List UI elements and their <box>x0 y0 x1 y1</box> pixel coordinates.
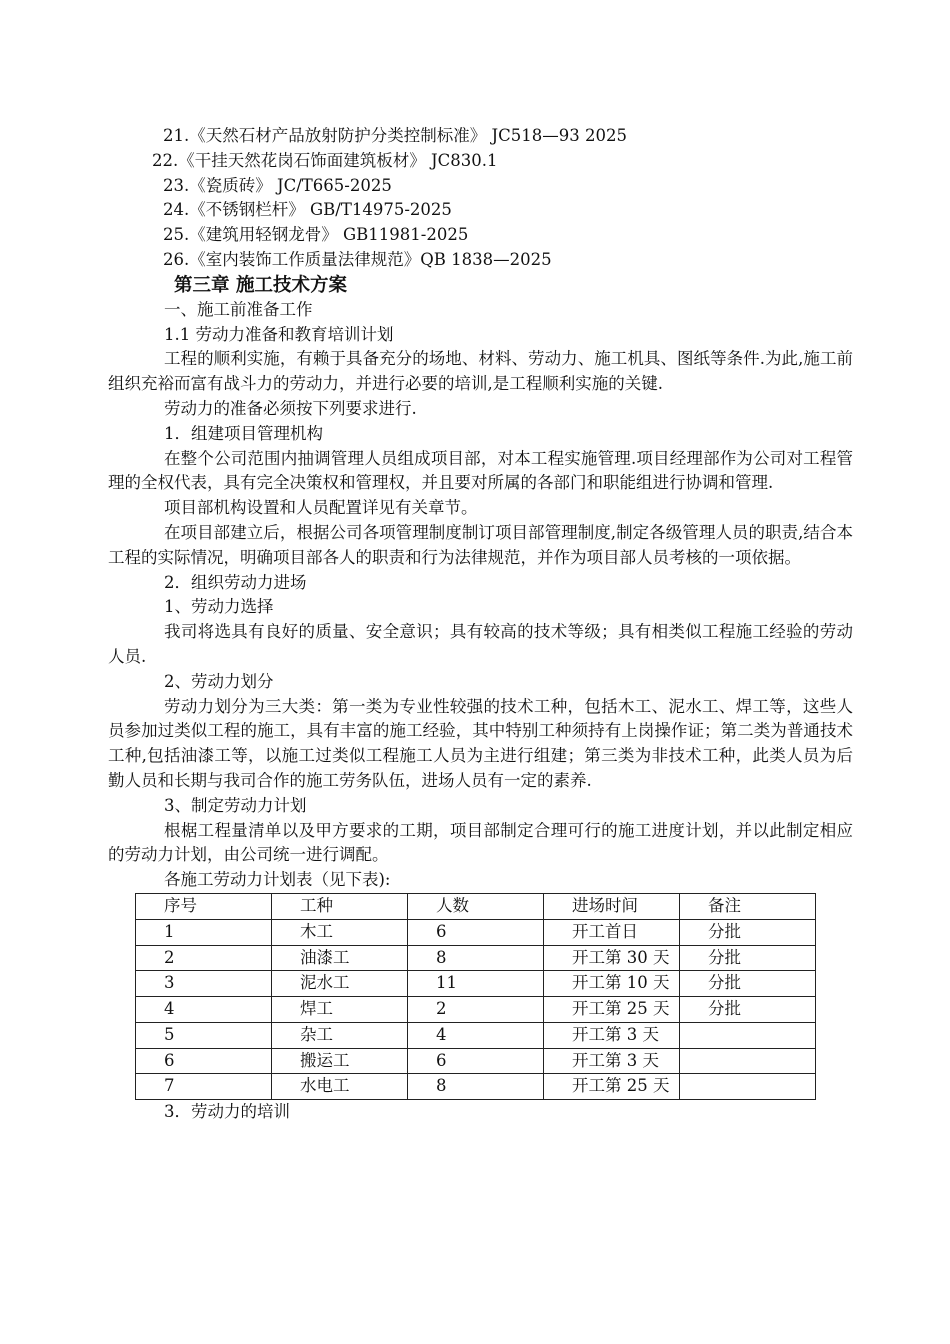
table-cell: 1 <box>136 919 272 945</box>
table-cell: 焊工 <box>272 997 408 1023</box>
table-cell <box>680 1022 816 1048</box>
table-header-row <box>136 893 816 919</box>
document-body <box>108 124 853 1125</box>
item-heading: 2．组织劳动力进场 <box>164 572 307 592</box>
table-cell: 开工第 30 天 <box>544 945 680 971</box>
reference-item: 25.《建筑用轻钢龙骨》 GB11981-2025 <box>163 225 469 245</box>
table-cell: 7 <box>136 1074 272 1100</box>
paragraph: 我司将选具有良好的质量、安全意识；具有较高的技术等级；具有相类似工程施工经验的劳动人员. <box>108 622 853 666</box>
table-cell: 开工第 10 天 <box>544 971 680 997</box>
table-header-cell: 序号 <box>136 893 272 919</box>
table-cell: 水电工 <box>272 1074 408 1100</box>
paragraph: 劳动力划分为三大类：第一类为专业性较强的技术工种，包括木工、泥水工、焊工等，这些人员参加过类似工程的施工，具有丰富的施工经验，其中特别工种须持有上岗操作证；第二类为普通技术工种,包括油漆工等，以施工过类似工程施工人员为主进行组建；第三类为非技术工种，此类人员为后勤人员和长期与我司合作的施工劳务队伍，进场人员有一定的素养. <box>108 696 853 790</box>
reference-item: 26.《室内装饰工作质量法律规范》QB 1838—2025 <box>163 249 552 269</box>
table-cell: 搬运工 <box>272 1048 408 1074</box>
table-cell: 杂工 <box>272 1022 408 1048</box>
sub-heading: 1、劳动力选择 <box>164 597 274 617</box>
table-cell <box>680 1074 816 1100</box>
table-cell: 6 <box>136 1048 272 1074</box>
table-cell: 开工第 25 天 <box>544 997 680 1023</box>
table-cell: 开工第 3 天 <box>544 1022 680 1048</box>
paragraph: 根椐工程量清单以及甲方要求的工期，项目部制定合理可行的施工进度计划，并以此制定相应的劳动力计划，由公司统一进行调配。 <box>108 820 853 865</box>
table-row <box>136 1074 816 1100</box>
reference-item: 23.《瓷质砖》 JC/T665-2025 <box>163 175 392 195</box>
table-row <box>136 1022 816 1048</box>
table-cell: 11 <box>408 971 544 997</box>
sub-heading: 3、制定劳动力计划 <box>164 795 307 815</box>
table-cell: 6 <box>408 919 544 945</box>
section-heading: 一、施工前准备工作 <box>164 299 313 319</box>
table-cell: 3 <box>136 971 272 997</box>
table-cell: 分批 <box>680 971 816 997</box>
table-cell: 8 <box>408 1074 544 1100</box>
labor-plan-table <box>135 893 816 1100</box>
subsection-heading: 1.1 劳动力准备和教育培训计划 <box>164 324 394 344</box>
table-cell: 5 <box>136 1022 272 1048</box>
paragraph: 项目部机构设置和人员配置详见有关章节。 <box>164 498 478 518</box>
reference-item: 24.《不锈钢栏杆》 GB/T14975-2025 <box>163 200 452 220</box>
paragraph-requirement: 劳动力的准备必须按下列要求进行. <box>164 398 417 418</box>
table-cell: 开工首日 <box>544 919 680 945</box>
table-header-cell: 进场时间 <box>544 893 680 919</box>
table-caption: 各施工劳动力计划表（见下表): <box>164 870 391 890</box>
item-heading: 1．组建项目管理机构 <box>164 423 323 443</box>
table-cell: 2 <box>408 997 544 1023</box>
table-cell: 8 <box>408 945 544 971</box>
paragraph: 在整个公司范围内抽调管理人员组成项目部，对本工程实施管理.项目经理部作为公司对工程管理的全权代表，具有完全决策权和管理权，并且要对所属的各部门和职能组进行协调和管理. <box>108 448 853 493</box>
table-row <box>136 971 816 997</box>
table-cell: 4 <box>408 1022 544 1048</box>
reference-item: 22.《干挂天然花岗石饰面建筑板材》 JC830.1 <box>152 150 498 170</box>
reference-item: 21.《天然石材产品放射防护分类控制标准》 JC518—93 2025 <box>163 126 627 145</box>
table-cell: 泥水工 <box>272 971 408 997</box>
table-cell: 2 <box>136 945 272 971</box>
table-row <box>136 919 816 945</box>
table-cell: 油漆工 <box>272 945 408 971</box>
table-header-cell: 人数 <box>408 893 544 919</box>
table-row <box>136 1048 816 1074</box>
item-heading: 3．劳动力的培训 <box>164 1102 290 1122</box>
paragraph: 在项目部建立后，根据公司各项管理制度制订项目部管理制度,制定各级管理人员的职责,结合本工程的实际情况，明确项目部各人的职责和行为法律规范，并作为项目部人员考核的一项依据。 <box>108 522 853 567</box>
table-row <box>136 997 816 1023</box>
table-cell: 木工 <box>272 919 408 945</box>
table-cell: 分批 <box>680 919 816 945</box>
chapter-title: 第三章 施工技术方案 <box>174 274 347 296</box>
table-row <box>136 945 816 971</box>
table-header-cell: 备注 <box>680 893 816 919</box>
paragraph-intro: 工程的顺利实施，有赖于具备充分的场地、材料、劳动力、施工机具、图纸等条件.为此,施工前组织充裕而富有战斗力的劳动力，并进行必要的培训,是工程顺利实施的关键. <box>108 349 853 394</box>
table-cell: 6 <box>408 1048 544 1074</box>
table-cell: 4 <box>136 997 272 1023</box>
table-cell: 开工第 25 天 <box>544 1074 680 1100</box>
table-header-cell: 工种 <box>272 893 408 919</box>
sub-heading: 2、劳动力划分 <box>164 671 274 691</box>
table-cell <box>680 1048 816 1074</box>
table-cell: 分批 <box>680 945 816 971</box>
table-cell: 分批 <box>680 997 816 1023</box>
table-cell: 开工第 3 天 <box>544 1048 680 1074</box>
